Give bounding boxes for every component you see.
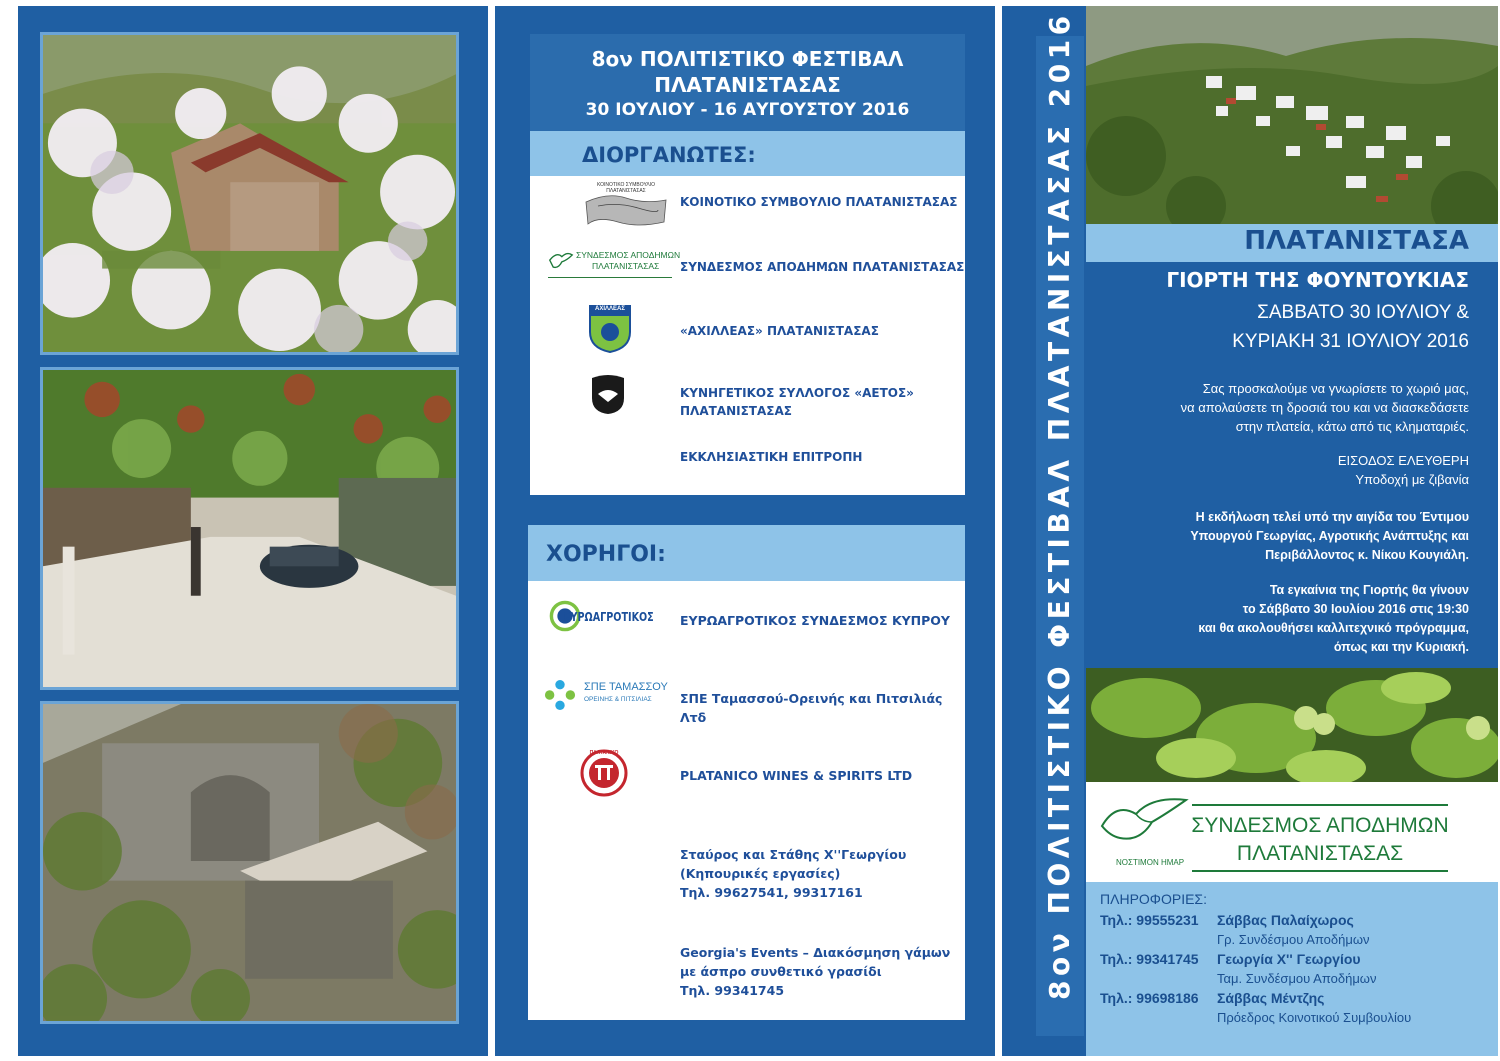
spe-logo-line2: ΟΡΕΙΝΗΣ & ΠΙΤΣΙΛΙΑΣ [584, 696, 652, 703]
opening-line4: όπως και την Κυριακή. [1333, 640, 1469, 654]
organizer-hunting-club-line2: ΠΛΑΤΑΝΙΣΤΑΣΑΣ [680, 404, 792, 418]
reception-note: Υποδοχή με ζιβανία [1355, 472, 1469, 487]
opening-line3: και θα ακολουθήσει καλλιτεχνικό πρόγραμμα, [1198, 621, 1469, 635]
invitation-text [1090, 379, 1469, 436]
vertical-festival-title: 8ον ΠΟΛΙΤΙΣΤΙΚΟ ΦΕΣΤΙΒΑΛ ΠΛΑΤΑΝΙΣΤΑΣΑΣ 2016 [1043, 11, 1076, 1000]
entry-free: ΕΙΣΟΔΟΣ ΕΛΕΥΘΕΡΗ [1337, 453, 1469, 468]
contact-2-name: Γεωργία Χ'' Γεωργίου [1217, 951, 1361, 967]
hunting-club-eagle-icon [588, 372, 628, 416]
event-date-sunday: ΚΥΡΙΑΚΗ 31 ΙΟΥΛΙΟΥ 2016 [1232, 331, 1469, 352]
organizer-community-council: ΚΟΙΝΟΤΙΚΟ ΣΥΜΒΟΥΛΙΟ ΠΛΑΤΑΝΙΣΤΑΣΑΣ [680, 195, 958, 209]
dove-icon [1096, 792, 1190, 852]
photo-stone-mill-ruins [40, 701, 459, 1024]
organizer-hunting-club-line1: ΚΥΝΗΓΕΤΙΚΟΣ ΣΥΛΛΟΓΟΣ «ΑΕΤΟΣ» [680, 386, 914, 400]
organizer-expatriates-association: ΣΥΝΔΕΣΜΟΣ ΑΠΟΔΗΜΩΝ ΠΛΑΤΑΝΙΣΤΑΣΑΣ [680, 260, 965, 274]
contact-1-phone: Τηλ.: 99555231 [1100, 912, 1199, 928]
sponsor-spe-tamassou: ΣΠΕ Ταμασσού-Ορεινής και Πιτσιλιάς Λτδ [680, 691, 943, 725]
organizers-box [530, 176, 965, 495]
photo-hazelnut-leaves [1086, 668, 1498, 782]
achilleas-logo-text: ΑΧΙΛΛΕΑΣ [595, 306, 625, 312]
organizer-church-committee: ΕΚΚΛΗΣΙΑΣΤΙΚΗ ΕΠΙΤΡΟΠΗ [680, 450, 863, 464]
euroagrotikos-logo [548, 597, 660, 637]
association-rule-bottom [1192, 870, 1448, 872]
spe-tamassou-logo [544, 677, 670, 713]
association-name [1190, 812, 1450, 868]
invitation-line3: στην πλατεία, κάτω από τις κληματαριές. [1235, 419, 1469, 434]
photo-village-street-vines [40, 367, 459, 690]
sponsor-events-line1: Georgia's Events – Διακόσμηση γάμων [680, 945, 951, 960]
community-council-logo [578, 182, 674, 230]
opening-line2: το Σάββατο 30 Ιουλίου 2016 στις 19:30 [1242, 602, 1469, 616]
sponsor-gardening-line2: (Κηπουρικές εργασίες) [680, 866, 841, 881]
association-logo-caption: ΝΟΣΤΙΜΟΝ ΗΜΑΡ [1116, 858, 1185, 867]
euroagrotikos-logo-text: ΕΥΡΩΑΓΡΟΤΙΚΟΣ [564, 610, 654, 624]
organizer-achilleas: «ΑΧΙΛΛΕΑΣ» ΠΛΑΤΑΝΙΣΤΑΣΑΣ [680, 324, 879, 338]
opening-text [1090, 581, 1469, 657]
contact-3-role: Πρόεδρος Κοινοτικού Συμβουλίου [1217, 1010, 1412, 1025]
festival-dates: 30 ΙΟΥΛΙΟΥ - 16 ΑΥΓΟΥΣΤΟΥ 2016 [585, 100, 910, 120]
sponsor-platanico: PLATANICO WINES & SPIRITS LTD [680, 768, 913, 783]
contact-1-role: Γρ. Συνδέσμου Αποδήμων [1217, 932, 1370, 947]
association-logo [1096, 792, 1190, 872]
patronage-line3: Περιβάλλοντος κ. Νίκου Κουγιάλη. [1265, 548, 1469, 562]
expatriates-logo-line1: ΣΥΝΔΕΣΜΟΣ ΑΠΟΔΗΜΩΝ [576, 250, 681, 260]
association-name-line2: ΠΛΑΤΑΝΙΣΤΑΣΑΣ [1236, 842, 1404, 865]
expatriates-association-logo [548, 246, 681, 278]
patronage-line2: Υπουργού Γεωργίας, Αγροτικής Ανάπτυξης και [1190, 529, 1469, 543]
sponsor-events-line2: με άσπρο συνθετικό γρασίδι [680, 964, 882, 979]
photo-almond-trees-chapel [40, 32, 459, 355]
village-name: ΠΛΑΤΑΝΙΣΤΑΣΑ [1244, 226, 1469, 256]
association-name-line1: ΣΥΝΔΕΣΜΟΣ ΑΠΟΔΗΜΩΝ [1191, 814, 1449, 837]
festival-title: 8ον ΠΟΛΙΤΙΣΤΙΚΟ ΦΕΣΤΙΒΑΛ [591, 47, 904, 71]
organizers-heading: ΔΙΟΡΓΑΝΩΤΕΣ: [582, 143, 756, 167]
photo-village-panorama [1086, 6, 1498, 224]
expatriates-logo-line2: ΠΛΑΤΑΝΙΣΤΑΣΑΣ [592, 261, 660, 271]
organizer-hunting-club [680, 384, 914, 420]
platanico-logo [580, 749, 628, 797]
contact-3-name: Σάββας Μέντζης [1217, 990, 1325, 1006]
community-council-logo-text: ΚΟΙΝΟΤΙΚΟ ΣΥΜΒΟΥΛΙΟ ΠΛΑΤΑΝΙΣΤΑΣΑΣ [596, 182, 656, 194]
association-banner [1086, 782, 1498, 882]
event-date-saturday: ΣΑΒΒΑΤΟ 30 ΙΟΥΛΙΟΥ & [1257, 302, 1469, 323]
sponsors-heading: ΧΟΡΗΓΟΙ: [546, 542, 666, 567]
contact-2-phone: Τηλ.: 99341745 [1100, 951, 1199, 967]
sponsor-georgias-events [680, 943, 950, 1000]
info-section [1086, 882, 1498, 1056]
sponsors-box [528, 581, 965, 1020]
info-heading: ΠΛΗΡΟΦΟΡΙΕΣ: [1100, 891, 1207, 907]
organizers-heading-strip [530, 131, 965, 176]
invitation-line1: Σας προσκαλούμε να γνωρίσετε το χωριό μας, [1202, 381, 1469, 396]
contact-2-role: Ταμ. Συνδέσμου Αποδήμων [1217, 971, 1377, 986]
association-rule-top [1192, 804, 1448, 806]
opening-line1: Τα εγκαίνια της Γιορτής θα γίνουν [1269, 583, 1469, 597]
patronage-line1: Η εκδήλωση τελεί υπό την αιγίδα του Έντιμου [1195, 510, 1469, 524]
sponsor-gardening-line1: Σταύρος και Στάθης Χ''Γεωργίου [680, 847, 907, 862]
platanico-logo-text: ΠΛΑΤΑΝΙΚΟ [589, 750, 619, 756]
sponsor-gardening-line3: Τηλ. 99627541, 99317161 [680, 885, 863, 900]
contact-3-phone: Τηλ.: 99698186 [1100, 990, 1199, 1006]
festival-header [530, 34, 965, 131]
sponsor-gardening [680, 845, 906, 902]
sponsors-heading-strip [528, 525, 965, 581]
sponsor-euroagrotikos: ΕΥΡΩΑΓΡΟΤΙΚΟΣ ΣΥΝΔΕΣΜΟΣ ΚΥΠΡΟΥ [680, 613, 950, 628]
sponsor-events-line3: Τηλ. 99341745 [680, 983, 785, 998]
invitation-line2: να απολαύσετε τη δροσιά του και να διασκεδάσετε [1180, 400, 1469, 415]
contact-1-name: Σάββας Παλαίχωρος [1217, 912, 1354, 928]
achilleas-club-shield-icon [588, 304, 632, 354]
festival-place: ΠΛΑΤΑΝΙΣΤΑΣΑΣ [654, 73, 841, 97]
event-title: ΓΙΟΡΤΗ ΤΗΣ ΦΟΥΝΤΟΥΚΙΑΣ [1166, 268, 1469, 292]
patronage-text [1090, 508, 1469, 565]
spe-logo-line1: ΣΠΕ ΤΑΜΑΣΣΟΥ [584, 681, 668, 693]
